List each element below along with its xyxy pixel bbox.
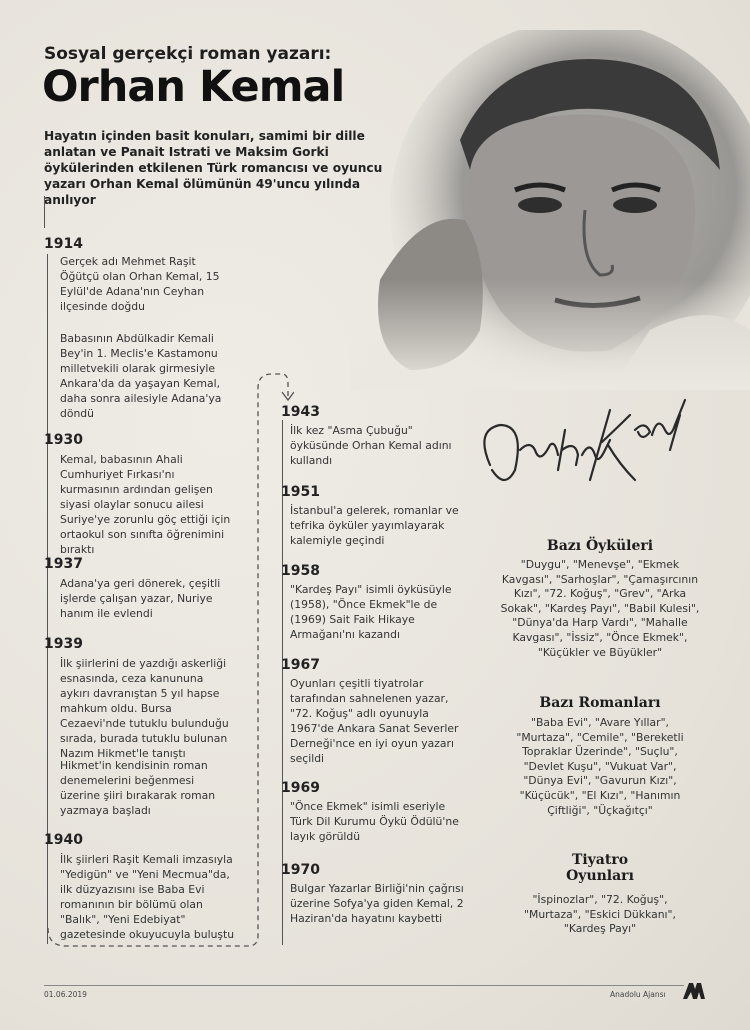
agency-logo-icon (682, 980, 706, 1000)
timeline-event: Babasının Abdülkadir Kemali Bey'in 1. Meclis'e Kastamonu milletvekili olarak girmesiyle Ankara'da da yaşayan Kemal, daha sonra ailesiyle Adana'ya döndü (60, 332, 222, 420)
timeline-event: İlk şiirleri Raşit Kemali imzasıyla "Yedigün" ve "Yeni Mecmua"da, ilk düzyazısını ise Baba Evi romanının bir bölümü olan "Balık", "Yeni Edebiyat" gazetesinde okuyucuyla buluştu (60, 853, 235, 941)
timeline-event: Oyunları çeşitli tiyatrolar tarafından sahnelenen yazar, "72. Koğuş" adlı oyunuyla 1967'de Ankara Sanat Severler Derneği'nce en iyi oyun yazarı seçildi (290, 677, 459, 765)
plays-title: Tiyatro Oyunları (566, 852, 634, 884)
signature-image (470, 370, 700, 510)
subtitle: Sosyal gerçekçi roman yazarı: (44, 44, 332, 64)
footer-date: 01.06.2019 (44, 990, 87, 999)
page-title: Orhan Kemal (42, 62, 345, 112)
timeline-year: 1969 (281, 780, 320, 796)
timeline-event: "Kardeş Payı" isimli öyküsüyle (1958), "Önce Ekmek"le de (1969) Sait Faik Hikaye Armağanı'nı kazandı (290, 583, 452, 641)
stories-list: "Duygu", "Menevşe", "Ekmek Kavgası", "Sarhoşlar", "Çamaşırcının Kızı", "72. Koğuş", "Grev", "Arka Sokak", "Kardeş Payı", "Babil Kulesi", "Dünya'da Harp Vardı", "Mahalle Kavgası", "İssiz", "Önce Ekmek", "Küçükler ve Büyükler" (500, 558, 700, 659)
footer-agency: Anadolu Ajansı (610, 990, 666, 999)
timeline-event: Bulgar Yazarlar Birliği'nin çağrısı üzerine Sofya'ya giden Kemal, 2 Haziran'da hayatını kaybetti (290, 882, 464, 925)
timeline-event: İstanbul'a gelerek, romanlar ve tefrika öyküler yayımlayarak kalemiyle geçindi (290, 504, 459, 547)
timeline-year: 1939 (44, 636, 83, 652)
footer-divider (44, 985, 684, 986)
timeline-year: 1930 (44, 432, 83, 448)
timeline-event: Gerçek adı Mehmet Raşit Öğütçü olan Orhan Kemal, 15 Eylül'de Adana'nın Ceyhan ilçesinde doğdu (60, 255, 220, 313)
novels-list: "Baba Evi", "Avare Yıllar", "Murtaza", "Cemile", "Bereketli Topraklar Üzerinde", "Suçlu", "Devlet Kuşu", "Vukuat Var", "Dünya Evi", "Gavurun Kızı", "Küçücük", "El Kızı", "Hanımın Çiftliği", "Üçkağıtçı" (516, 716, 684, 817)
timeline-year: 1967 (281, 657, 320, 673)
portrait-image (350, 30, 750, 390)
timeline-event: İlk şiirlerini de yazdığı askerliği esnasında, ceza kanununa aykırı davranıştan 5 yıl hapse mahkum oldu. Bursa Cezaevi'nde tutuklu bulunduğu sırada, burada tutuklu bulunan Nazım Hikmet'le tanıştı (60, 657, 229, 760)
timeline-year: 1940 (44, 832, 83, 848)
timeline-event: "Önce Ekmek" isimli eseriyle Türk Dil Kurumu Öykü Ödülü'ne layık görüldü (290, 800, 459, 843)
timeline-year: 1958 (281, 563, 320, 579)
timeline-event: Kemal, babasının Ahali Cumhuriyet Fırkası'nı kurmasının ardından gelişen siyasi olaylar sonucu ailesi Suriye'ye zorunlu göç ettiği için ortaokul son sınıfta öğrenimini bıraktı (60, 453, 231, 556)
timeline-event: Hikmet'in kendisinin roman denemelerini beğenmesi üzerine şiiri bırakarak roman yazmaya başladı (60, 759, 216, 817)
plays-list: "İspinozlar", "72. Koğuş", "Murtaza", "Eskici Dükkanı", "Kardeş Payı" (524, 893, 676, 936)
intro-text: Hayatın içinden basit konuları, samimi bir dille anlatan ve Panait Istrati ve Maksim Gorki öykülerinden etkilenen Türk romancısı ve oyuncu yazarı Orhan Kemal ölümünün 49'uncu yılında anılıyor (44, 129, 383, 207)
timeline-year: 1970 (281, 862, 320, 878)
timeline-start-tick (44, 196, 45, 228)
timeline-event: İlk kez "Asma Çubuğu" öyküsünde Orhan Kemal adını kullandı (290, 424, 452, 467)
timeline-year: 1937 (44, 556, 83, 572)
stories-title: Bazı Öyküleri (546, 538, 654, 554)
novels-title: Bazı Romanları (539, 695, 661, 711)
timeline-year: 1914 (44, 236, 83, 252)
timeline-year: 1951 (281, 484, 320, 500)
timeline-year: 1943 (281, 404, 320, 420)
timeline-event: Adana'ya geri dönerek, çeşitli işlerde çalışan yazar, Nuriye hanım ile evlendi (60, 577, 221, 620)
